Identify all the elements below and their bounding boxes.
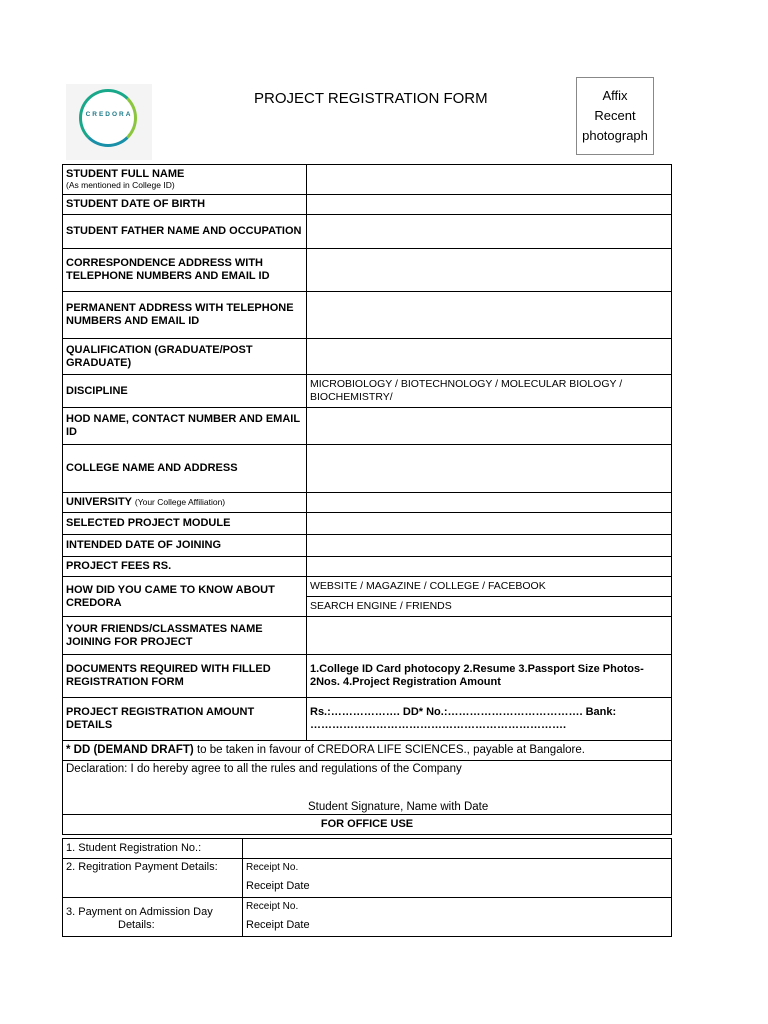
table-row bbox=[63, 741, 672, 761]
amount-label: PROJECT REGISTRATION AMOUNT DETAILS bbox=[63, 698, 307, 741]
receipt-no-label-2: Receipt No. bbox=[246, 901, 299, 912]
perm-address-input[interactable] bbox=[307, 292, 672, 339]
source-label: HOW DID YOU CAME TO KNOW ABOUT CREDORA bbox=[63, 577, 307, 617]
table-row bbox=[63, 535, 672, 557]
table-row bbox=[63, 513, 672, 535]
university-input[interactable] bbox=[307, 493, 672, 513]
table-row bbox=[63, 445, 672, 493]
dd-note-bold: * DD (DEMAND DRAFT) bbox=[66, 744, 194, 756]
receipt-date-label-2: Receipt Date bbox=[246, 919, 310, 931]
reg-no-label: 1. Student Registration No.: bbox=[63, 839, 243, 859]
declaration-cell[interactable] bbox=[63, 761, 672, 815]
fees-input[interactable] bbox=[307, 557, 672, 577]
fees-label: PROJECT FEES RS. bbox=[63, 557, 307, 577]
module-label: SELECTED PROJECT MODULE bbox=[63, 513, 307, 535]
university-label: UNIVERSITY (Your College Affiliation) bbox=[63, 493, 307, 513]
table-row bbox=[63, 408, 672, 445]
office-use-table bbox=[62, 838, 672, 937]
credora-logo bbox=[66, 84, 152, 160]
perm-address-label: PERMANENT ADDRESS WITH TELEPHONE NUMBERS AND EMAIL ID bbox=[63, 292, 307, 339]
documents-label: DOCUMENTS REQUIRED WITH FILLED REGISTRATION FORM bbox=[63, 655, 307, 698]
college-label: COLLEGE NAME AND ADDRESS bbox=[63, 445, 307, 493]
admission-label: 3. Payment on Admission Day Details: bbox=[63, 898, 243, 937]
signature-label: Student Signature, Name with Date bbox=[308, 801, 489, 813]
discipline-label: DISCIPLINE bbox=[63, 375, 307, 408]
table-row bbox=[63, 761, 672, 815]
table-row bbox=[63, 339, 672, 375]
office-use-heading: FOR OFFICE USE bbox=[63, 815, 672, 835]
college-input[interactable] bbox=[307, 445, 672, 493]
table-row bbox=[63, 375, 672, 408]
photo-placeholder[interactable] bbox=[576, 77, 654, 155]
table-row bbox=[63, 215, 672, 249]
table-row bbox=[63, 898, 672, 937]
full-name-label: STUDENT FULL NAME (As mentioned in College ID) bbox=[63, 165, 307, 195]
table-row bbox=[63, 577, 672, 597]
logo-text: CREDORA bbox=[85, 111, 133, 118]
source-option-2[interactable]: SEARCH ENGINE / FRIENDS bbox=[307, 597, 672, 617]
admission-input[interactable] bbox=[243, 898, 672, 937]
full-name-note: (As mentioned in College ID) bbox=[66, 179, 175, 190]
corr-address-label: CORRESPONDENCE ADDRESS WITH TELEPHONE NUMBERS AND EMAIL ID bbox=[63, 249, 307, 292]
payment-input[interactable] bbox=[243, 859, 672, 898]
registration-table bbox=[62, 164, 672, 835]
table-row bbox=[63, 195, 672, 215]
dd-note-text: to be taken in favour of CREDORA LIFE SCIENCES., payable at Bangalore. bbox=[193, 744, 585, 756]
table-row bbox=[63, 249, 672, 292]
table-row bbox=[63, 165, 672, 195]
table-row bbox=[63, 815, 672, 835]
table-row bbox=[63, 292, 672, 339]
corr-address-input[interactable] bbox=[307, 249, 672, 292]
table-row bbox=[63, 617, 672, 655]
friends-input[interactable] bbox=[307, 617, 672, 655]
dob-input[interactable] bbox=[307, 195, 672, 215]
discipline-options[interactable]: MICROBIOLOGY / BIOTECHNOLOGY / MOLECULAR BIOLOGY / BIOCHEMISTRY/ bbox=[307, 375, 672, 408]
photo-line-2: Recent bbox=[594, 108, 636, 123]
receipt-date-label: Receipt Date bbox=[246, 880, 310, 892]
photo-line-1: Affix bbox=[602, 88, 628, 103]
documents-list: 1.College ID Card photocopy 2.Resume 3.Passport Size Photos-2Nos. 4.Project Registration Amount bbox=[307, 655, 672, 698]
receipt-no-label: Receipt No. bbox=[246, 862, 299, 873]
dd-note bbox=[63, 741, 672, 761]
friends-label: YOUR FRIENDS/CLASSMATES NAME JOINING FOR PROJECT bbox=[63, 617, 307, 655]
joining-label: INTENDED DATE OF JOINING bbox=[63, 535, 307, 557]
amount-details[interactable]: Rs.:………………. DD* No.:………………………………. Bank: ……………………………………………………………. bbox=[307, 698, 672, 741]
module-input[interactable] bbox=[307, 513, 672, 535]
father-input[interactable] bbox=[307, 215, 672, 249]
full-name-input[interactable] bbox=[307, 165, 672, 195]
table-row bbox=[63, 859, 672, 898]
university-note: (Your College Affiliation) bbox=[134, 497, 226, 507]
admission-details-label: Details: bbox=[118, 919, 155, 931]
qualification-input[interactable] bbox=[307, 339, 672, 375]
table-row bbox=[63, 493, 672, 513]
payment-label: 2. Regitration Payment Details: bbox=[63, 859, 243, 898]
qualification-label: QUALIFICATION (GRADUATE/POST GRADUATE) bbox=[63, 339, 307, 375]
table-row bbox=[63, 839, 672, 859]
source-option-1[interactable]: WEBSITE / MAGAZINE / COLLEGE / FACEBOOK bbox=[307, 577, 672, 597]
father-label: STUDENT FATHER NAME AND OCCUPATION bbox=[63, 215, 307, 249]
logo-ring-icon bbox=[79, 89, 137, 147]
declaration-text: Declaration: I do hereby agree to all the rules and regulations of the Company bbox=[66, 763, 462, 775]
hod-input[interactable] bbox=[307, 408, 672, 445]
hod-label: HOD NAME, CONTACT NUMBER AND EMAIL ID bbox=[63, 408, 307, 445]
photo-line-3: photograph bbox=[582, 128, 648, 143]
form-title: PROJECT REGISTRATION FORM bbox=[254, 90, 488, 107]
table-row bbox=[63, 698, 672, 741]
dob-label: STUDENT DATE OF BIRTH bbox=[63, 195, 307, 215]
table-row bbox=[63, 655, 672, 698]
joining-input[interactable] bbox=[307, 535, 672, 557]
table-row bbox=[63, 557, 672, 577]
reg-no-input[interactable] bbox=[243, 839, 672, 859]
